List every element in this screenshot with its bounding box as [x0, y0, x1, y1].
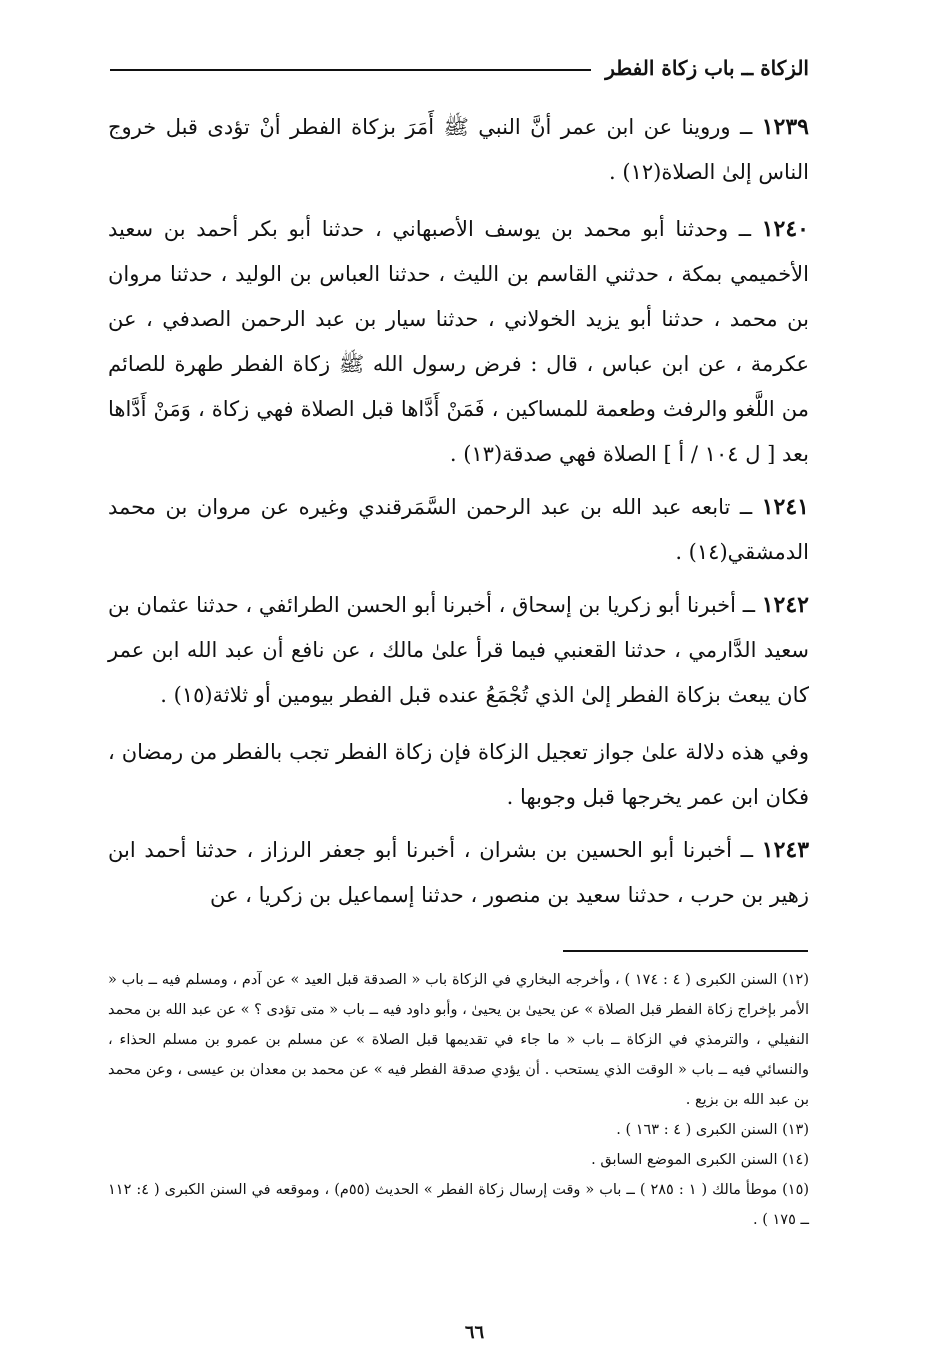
hadith-1239 — [108, 105, 809, 195]
footnote-15: (١٥) موطأ مالك ( ١ : ٢٨٥ ) ــ باب « وقت إرسال زكاة الفطر » الحديث (٥٥م) ، وموقعه في السنن الكبرى ( ٤: ١١٢ ــ ١٧٥ ) . — [108, 1182, 810, 1228]
hadith-1242 — [108, 583, 809, 718]
hadith-text: ــ أخبرنا أبو الحسين بن بشران ، أخبرنا أبو جعفر الرزاز ، حدثنا أحمد ابن زهير بن حرب ، حدثنا سعيد بن منصور ، حدثنا إسماعيل بن زكريا ، عن — [108, 838, 809, 907]
chapter-title: الزكاة ــ باب زكاة الفطر — [605, 56, 809, 80]
footnotes — [108, 965, 809, 1235]
page-number: ٦٦ — [464, 1322, 485, 1343]
hadith-number: ١٢٣٩ — [761, 114, 809, 140]
hadith-number: ١٢٤٠ — [761, 216, 809, 242]
hadith-number: ١٢٤٢ — [761, 592, 809, 618]
footnote-13: (١٣) السنن الكبرى ( ٤ : ١٦٣ ) . — [616, 1122, 809, 1138]
hadith-1243 — [108, 828, 809, 918]
hadith-text: ــ أخبرنا أبو زكريا بن إسحاق ، أخبرنا أبو الحسن الطرائفي ، حدثنا عثمان بن سعيد الدَّارمي ، حدثنا القعنبي فيما قرأ علىٰ مالك ، عن نافع أن عبد الله ابن عمر كان يبعث بزكاة الفطر إلىٰ الذي تُجْمَعُ عنده قبل الفطر بيومين أو ثلاثة(١٥) . — [108, 593, 809, 707]
footnote-14: (١٤) السنن الكبرى الموضع السابق . — [591, 1152, 809, 1168]
footnote-separator — [563, 950, 808, 952]
hadith-1241 — [108, 485, 809, 575]
main-text — [108, 105, 809, 926]
header-rule — [110, 69, 591, 71]
hadith-text: ــ وروينا عن ابن عمر أنَّ النبي ﷺ أَمَرَ بزكاة الفطر أنْ تؤدى قبل خروج الناس إلىٰ الصلاة(١٢) . — [108, 115, 809, 184]
hadith-1240 — [108, 207, 809, 477]
commentary-text: وفي هذه دلالة علىٰ جواز تعجيل الزكاة فإن زكاة الفطر تجب بالفطر من رمضان ، فكان ابن عمر يخرجها قبل وجوبها . — [108, 740, 809, 809]
hadith-number: ١٢٤١ — [761, 494, 809, 520]
hadith-number: ١٢٤٣ — [761, 837, 810, 863]
footnote-12: (١٢) السنن الكبرى ( ٤ : ١٧٤ ) ، وأخرجه البخاري في الزكاة باب « الصدقة قبل العيد » عن آدم ، ومسلم فيه ــ باب « الأمر بإخراج زكاة الفطر قبل الصلاة » عن يحيىٰ بن يحيىٰ ، وأبو داود فيه ــ باب « متى تؤدى ؟ » عن عبد الله بن محمد النفيلي ، والترمذي في الزكاة ــ باب « ما جاء في تقديمها قبل الصلاة » عن مسلم بن عمرو بن مسلم الحذاء ، والنسائي فيه ــ باب « الوقت الذي يستحب . أن يؤدي صدقة الفطر فيه » عن محمد بن معدان بن عيسى ، وعن محمد بن عبد الله بن بزيع . — [108, 972, 809, 1108]
hadith-text: ــ تابعه عبد الله بن عبد الرحمن السَّمَرقندي وغيره عن مروان بن محمد الدمشقي(١٤) . — [108, 495, 809, 564]
commentary-paragraph — [108, 730, 809, 820]
running-header — [110, 56, 809, 80]
hadith-text: ــ وحدثنا أبو محمد بن يوسف الأصبهاني ، حدثنا أبو بكر أحمد بن سعيد الأخميمي بمكة ، حدثني القاسم بن الليث ، حدثنا العباس بن الوليد ، حدثنا مروان بن محمد ، حدثنا أبو يزيد الخولاني ، حدثنا سيار بن عبد الرحمن الصدفي ، عن عكرمة ، عن ابن عباس ، قال : فرض رسول الله ﷺ زكاة الفطر طهرة للصائم من اللَّغو والرفث وطعمة للمساكين ، فَمَنْ أَدَّاها قبل الصلاة فهي زكاة ، وَمَنْ أَدَّاها بعد [ ل ١٠٤ / أ ] الصلاة فهي صدقة(١٣) . — [108, 217, 809, 466]
